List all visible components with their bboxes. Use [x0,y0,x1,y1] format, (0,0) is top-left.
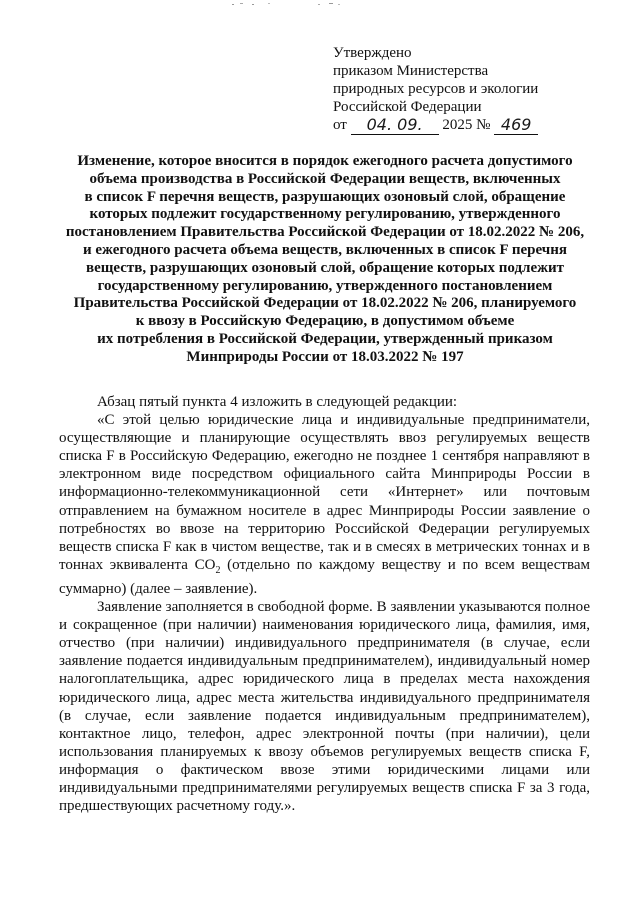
approval-date-line [333,116,613,136]
document-title [60,153,590,367]
title-line: к ввозу в Российскую Федерацию, в допустимом объеме [135,313,515,330]
approval-stamp-block [333,44,613,136]
title-line: постановлением Правительства Российской Федерации от 18.02.2022 № 206, [65,224,585,241]
handwritten-date: 04. 09. [351,116,439,135]
title-line: Минприроды России от 18.03.2022 № 197 [186,348,464,365]
title-line: которых подлежит государственному регулированию, утвержденного [89,206,561,223]
document-body [59,393,590,815]
title-line: в список F перечня веществ, разрушающих озоновый слой, обращение [84,188,566,205]
title-line: Изменение, которое вносится в порядок ежегодного расчета допустимого [77,153,573,169]
handwritten-order-number: 469 [494,116,538,135]
approval-line-federation: Российской Федерации [333,99,482,115]
intro-paragraph: Абзац пятый пункта 4 изложить в следующей редакции: [97,394,458,410]
title-line: объема производства в Российской Федерации веществ, включенных [89,170,561,187]
approval-line-order: приказом Министерства [333,63,489,79]
year-and-number-label: 2025 № [442,117,491,133]
paragraph-1-text-b: (отдельно по каждому веществу и по всем веществам суммарно) (далее – заявление). [59,556,590,597]
paragraph-1 [59,411,590,598]
title-line: веществ, разрушающих озоновый слой, обращение которых подлежит [85,259,565,276]
paragraph-1-text-a: «С этой целью юридические лица и индивидуальные предприниматели, осуществляющие и планирующие осуществлять ввоз регулируемых веществ списка F в Российскую Федерацию, ежегодно не позднее 1 сентября направляют в электронном виде посредством официального сайта Минприроды России в информационно-телекоммуникационной сети «Интернет» или почтовым отправлением на бумажном носителе в адрес Минприроды России заявление о потребностях во ввозе на территорию Российской Федерации регулируемых веществ списка F как в чистом веществе, так и в смесях в метрических тоннах и в тоннах эквивалента CO [59,412,590,573]
approval-line-ministry: природных ресурсов и экологии [333,81,539,97]
date-prefix: от [333,117,347,133]
co2-subscript: 2 [215,564,221,576]
title-line: их потребления в Российской Федерации, утвержденный приказом [97,330,553,347]
title-line: государственному регулированию, утвержденного постановлением [97,277,553,294]
paragraph-2: Заявление заполняется в свободной форме. В заявлении указываются полное и сокращенное (при наличии) наименования юридического лица, фамилия, имя, отчество (при наличии) индивидуального предпринимателя (в случае, если заявление подается индивидуальным предпринимателем), индивидуальный номер налогоплательщика, адрес юридического лица в пределах места нахождения юридического лица, адрес места жительства индивидуального предпринимателя (в случае, если заявление подается индивидуальным предпринимателем), контактное лицо, телефон, адрес электронной почты (при наличии), цели использования планируемых к ввозу объемов регулируемых веществ списка F, информация о фактическом ввозе этими юридическими лицами или индивидуальными предпринимателями регулируемых веществ списка F за 3 года, предшествующих расчетному году.». [59,599,590,815]
title-line: Правительства Российской Федерации от 18.02.2022 № 206, планируемого [73,295,577,312]
approval-line-approved: Утверждено [333,45,412,61]
title-line: и ежегодного расчета объема веществ, включенных в список F перечня [83,241,567,258]
scan-artifact [0,2,640,10]
